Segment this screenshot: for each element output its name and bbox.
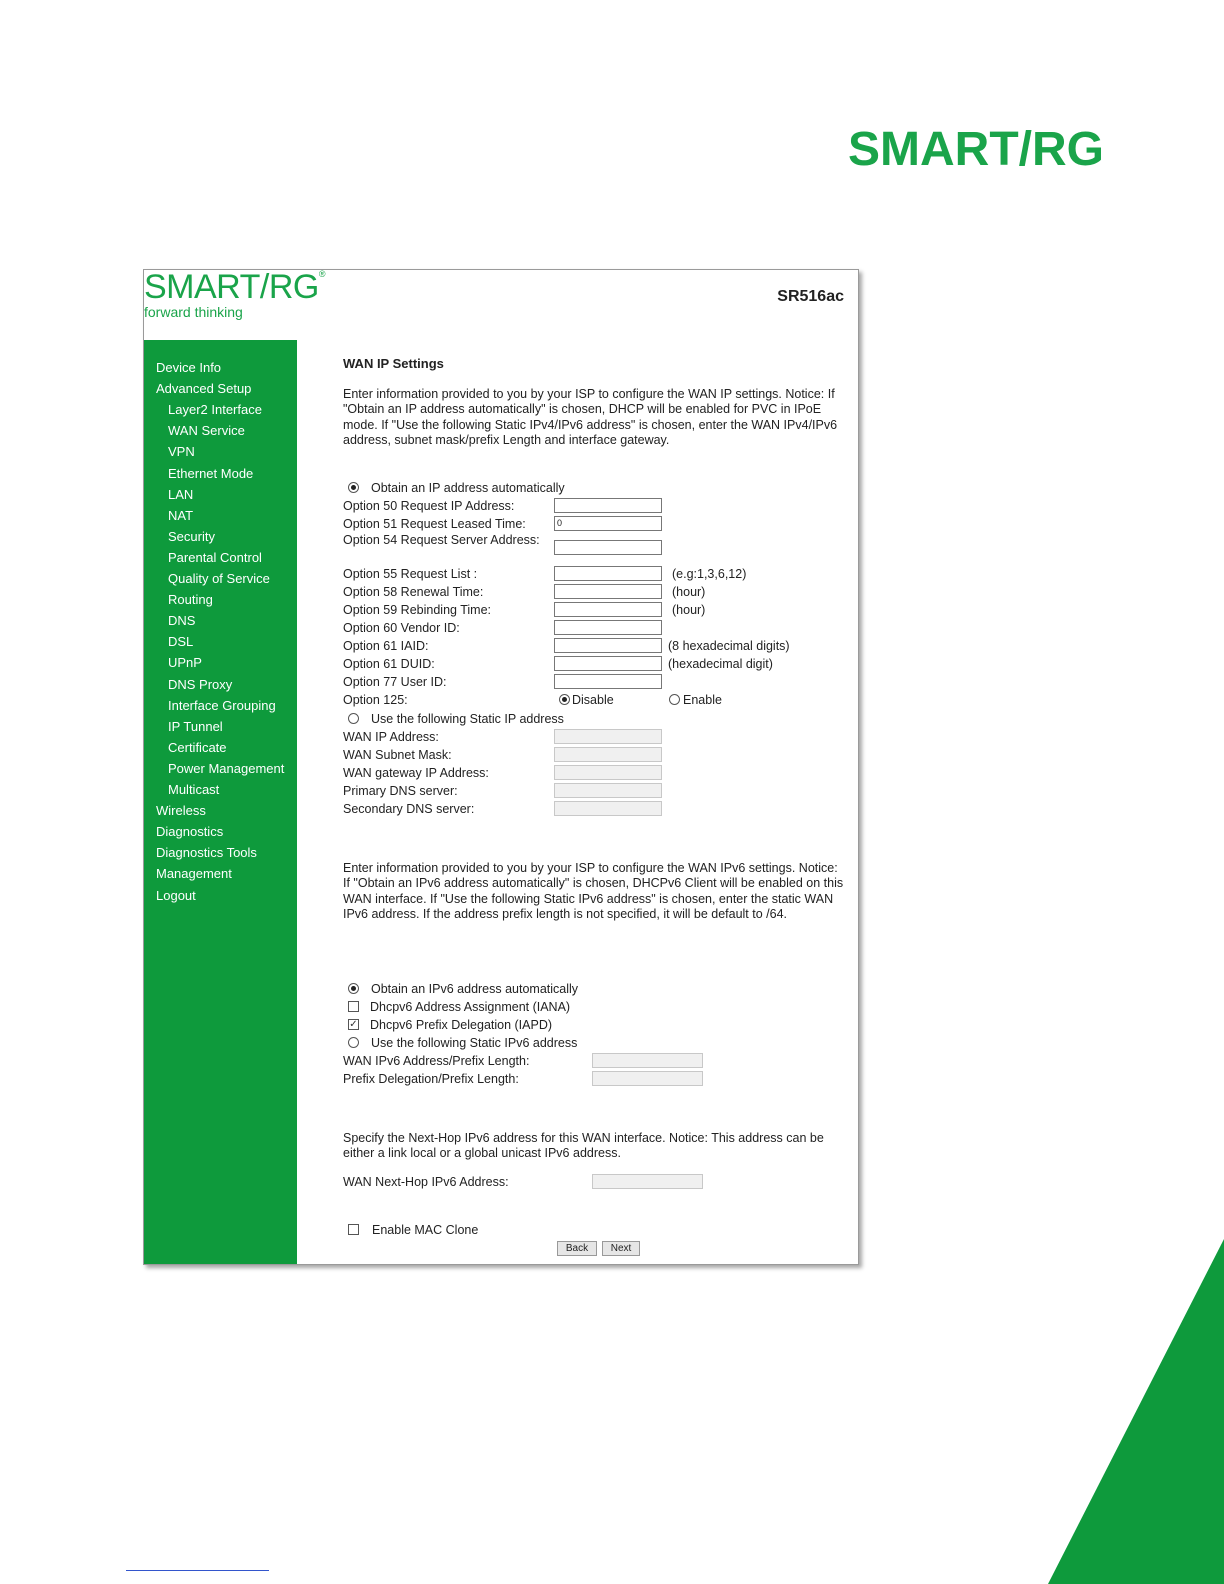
wan-ip-input[interactable] xyxy=(554,729,662,744)
sidebar-item-upnp[interactable]: UPnP xyxy=(168,655,202,671)
opt54-label: Option 54 Request Server Address: xyxy=(343,533,540,547)
footer-link-underline[interactable] xyxy=(126,1570,269,1571)
wan-gateway-input[interactable] xyxy=(554,765,662,780)
nexthop-intro-text: Specify the Next-Hop IPv6 address for this WAN interface. Notice: This address can be either a link local or a global unicast IPv6 address. xyxy=(343,1131,824,1161)
opt55-label: Option 55 Request List : xyxy=(343,567,478,581)
wan-gateway-label: WAN gateway IP Address: xyxy=(343,766,489,780)
mac-clone-checkbox[interactable] xyxy=(348,1224,359,1235)
opt50-label: Option 50 Request IP Address: xyxy=(343,499,515,513)
sidebar-item-logout[interactable]: Logout xyxy=(156,887,196,903)
router-tagline: forward thinking xyxy=(144,304,243,320)
opt55-hint: (e.g:1,3,6,12) xyxy=(672,567,747,581)
opt125-enable-radio[interactable] xyxy=(669,694,680,705)
sidebar-item-dns[interactable]: DNS xyxy=(168,613,196,629)
model-name: SR516ac xyxy=(777,288,844,305)
wan-intro-text: Enter information provided to you by your ISP to configure the WAN IP settings. Notice: If "Obtain an IP address automatically" is chosen, DHCP will be enabled for PVC in IPoE mode. If "Use the following Static IPv4/IPv6 address" is chosen, enter the WAN IPv4/IPv6 address, subnet mask/prefix Length and interface gateway. xyxy=(343,387,838,447)
opt54-input[interactable] xyxy=(554,540,662,555)
opt59-input[interactable] xyxy=(554,602,662,617)
obtain-ip-auto-label: Obtain an IP address automatically xyxy=(371,481,565,495)
opt58-hint: (hour) xyxy=(672,585,706,599)
ipv6-address-label: WAN IPv6 Address/Prefix Length: xyxy=(343,1054,530,1068)
static-ip-label: Use the following Static IP address xyxy=(371,712,564,726)
corner-decoration xyxy=(1048,1239,1224,1584)
opt125-disable-label: Disable xyxy=(572,693,614,707)
opt55-input[interactable] xyxy=(554,566,662,581)
opt59-label: Option 59 Rebinding Time: xyxy=(343,603,492,617)
page-brand-logo: SMART/RG xyxy=(848,123,1104,176)
obtain-ip-auto-radio[interactable] xyxy=(348,482,359,493)
opt125-enable-label: Enable xyxy=(683,693,722,707)
opt61-duid-label: Option 61 DUID: xyxy=(343,657,435,671)
sidebar-item-management[interactable]: Management xyxy=(156,866,232,882)
primary-dns-label: Primary DNS server: xyxy=(343,784,458,798)
opt125-disable-radio[interactable] xyxy=(559,694,570,705)
sidebar-item-ip-tunnel[interactable]: IP Tunnel xyxy=(168,718,223,734)
opt61-iaid-hint: (8 hexadecimal digits) xyxy=(668,639,790,653)
page-title: WAN IP Settings xyxy=(343,356,444,371)
sidebar-item-diagnostics-tools[interactable]: Diagnostics Tools xyxy=(156,845,257,861)
opt61-duid-hint: (hexadecimal digit) xyxy=(668,657,773,671)
opt58-input[interactable] xyxy=(554,584,662,599)
secondary-dns-label: Secondary DNS server: xyxy=(343,802,475,816)
mac-clone-label: Enable MAC Clone xyxy=(372,1223,479,1237)
sidebar-item-ethernet-mode[interactable]: Ethernet Mode xyxy=(168,465,254,481)
iapd-label: Dhcpv6 Prefix Delegation (IAPD) xyxy=(370,1018,553,1032)
sidebar-item-power-management[interactable]: Power Management xyxy=(168,760,285,776)
static-ip-radio[interactable] xyxy=(348,713,359,724)
sidebar-item-advanced-setup[interactable]: Advanced Setup xyxy=(156,381,252,397)
ipv6-address-input[interactable] xyxy=(592,1053,703,1068)
sidebar-item-security[interactable]: Security xyxy=(168,528,215,544)
sidebar-item-parental-control[interactable]: Parental Control xyxy=(168,549,262,565)
opt77-label: Option 77 User ID: xyxy=(343,675,447,689)
router-logo: SMART/RG® xyxy=(144,269,325,306)
wan-subnet-label: WAN Subnet Mask: xyxy=(343,748,452,762)
sidebar-item-lan[interactable]: LAN xyxy=(168,486,194,502)
static-ipv6-label: Use the following Static IPv6 address xyxy=(371,1036,578,1050)
opt50-input[interactable] xyxy=(554,498,662,513)
sidebar-item-device-info[interactable]: Device Info xyxy=(156,360,222,375)
obtain-ipv6-auto-label: Obtain an IPv6 address automatically xyxy=(371,982,579,996)
obtain-ipv6-auto-radio[interactable] xyxy=(348,983,359,994)
nexthop-label: WAN Next-Hop IPv6 Address: xyxy=(343,1175,509,1189)
iana-label: Dhcpv6 Address Assignment (IANA) xyxy=(370,1000,571,1014)
router-ui-window xyxy=(143,269,859,1265)
ipv6-intro-text: Enter information provided to you by your ISP to configure the WAN IPv6 settings. Notice: If "Obtain an IPv6 address automatically" is chosen, DHCPv6 Client will be enabled on this WAN interface. If "Use the following Static IPv6 address" is chosen, enter the static WAN IPv6 address. If the address prefix length is not specified, it will be default to /64. xyxy=(343,861,844,921)
sidebar-item-diagnostics[interactable]: Diagnostics xyxy=(156,824,224,840)
wan-subnet-input[interactable] xyxy=(554,747,662,762)
wan-ip-label: WAN IP Address: xyxy=(343,730,439,744)
sidebar-item-multicast[interactable]: Multicast xyxy=(168,782,220,797)
sidebar-item-interface-grouping[interactable]: Interface Grouping xyxy=(168,697,276,713)
sidebar-item-wan-service[interactable]: WAN Service xyxy=(168,423,245,439)
sidebar-item-layer2-interface[interactable]: Layer2 Interface xyxy=(168,402,262,418)
opt61-duid-input[interactable] xyxy=(554,656,662,671)
opt51-input[interactable]: 0 xyxy=(554,516,662,531)
iapd-checkbox[interactable]: ✓ xyxy=(349,1019,358,1030)
opt59-hint: (hour) xyxy=(672,603,706,617)
sidebar-item-wireless[interactable]: Wireless xyxy=(156,803,206,819)
sidebar-item-certificate[interactable]: Certificate xyxy=(168,739,227,755)
sidebar-item-routing[interactable]: Routing xyxy=(168,592,213,608)
sidebar-item-dns-proxy[interactable]: DNS Proxy xyxy=(168,676,233,692)
sidebar-item-vpn[interactable]: VPN xyxy=(168,444,195,460)
static-ipv6-radio[interactable] xyxy=(348,1037,359,1048)
sidebar-item-nat[interactable]: NAT xyxy=(168,507,194,523)
opt51-label: Option 51 Request Leased Time: xyxy=(343,517,526,531)
wan-settings-content xyxy=(343,270,853,1264)
opt60-input[interactable] xyxy=(554,620,662,635)
next-button[interactable]: Next xyxy=(602,1241,640,1256)
opt60-label: Option 60 Vendor ID: xyxy=(343,621,460,635)
opt125-label: Option 125: xyxy=(343,693,408,707)
iana-checkbox[interactable] xyxy=(348,1001,359,1012)
nexthop-input[interactable] xyxy=(592,1174,703,1189)
sidebar-item-dsl[interactable]: DSL xyxy=(168,634,194,650)
sidebar-nav xyxy=(144,340,297,1264)
opt61-iaid-label: Option 61 IAID: xyxy=(343,639,429,653)
secondary-dns-input[interactable] xyxy=(554,801,662,816)
opt61-iaid-input[interactable] xyxy=(554,638,662,653)
opt77-input[interactable] xyxy=(554,674,662,689)
primary-dns-input[interactable] xyxy=(554,783,662,798)
prefix-delegation-input[interactable] xyxy=(592,1071,703,1086)
prefix-delegation-label: Prefix Delegation/Prefix Length: xyxy=(343,1072,519,1086)
back-button[interactable]: Back xyxy=(557,1241,597,1256)
opt58-label: Option 58 Renewal Time: xyxy=(343,585,484,599)
sidebar-item-quality-of-service[interactable]: Quality of Service xyxy=(168,571,270,586)
